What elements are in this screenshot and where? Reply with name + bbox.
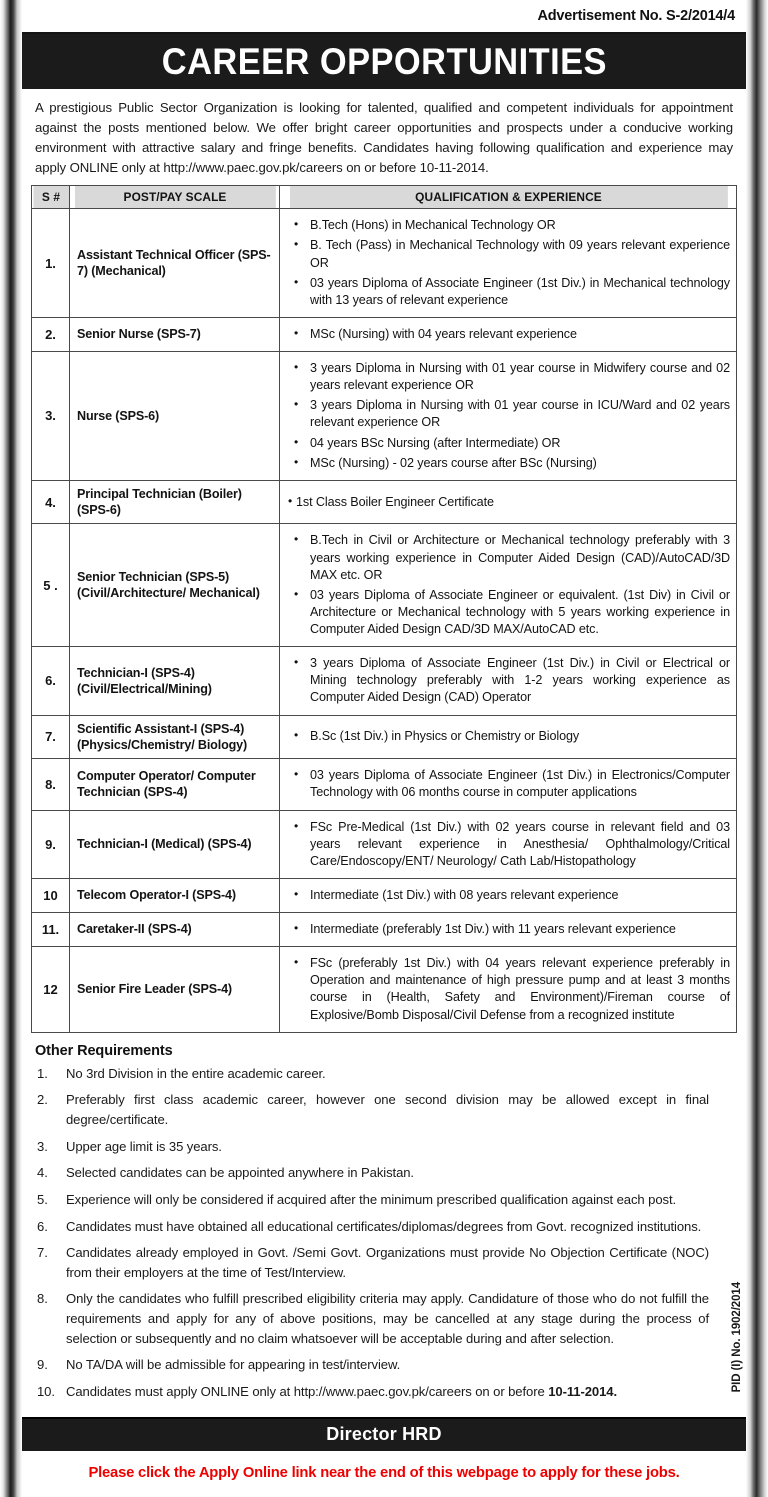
qualification-item: • 03 years Diploma of Associate Engineer or equivalent. (1st Div) in Civil or Architecture or Mechanical technology with 5 years working experience in Computer Aided Design CAD/3D MAX/AutoCAD etc. <box>288 587 730 638</box>
post-serial-number: 1. <box>32 209 70 318</box>
table-row <box>32 524 737 647</box>
qualification-item: • 3 years Diploma of Associate Engineer (1st Div.) in Civil or Electrical or Mining technology preferably with 1-2 years working experience as Computer Aided Design (CAD) Operator <box>288 655 730 706</box>
post-serial-number: 12 <box>32 947 70 1033</box>
qualification-cell <box>280 317 737 351</box>
table-row <box>32 352 737 481</box>
requirement-item: Candidates must have obtained all educational certificates/diplomas/degrees from Govt. recognized institutions. <box>66 1218 702 1234</box>
column-header-qualification: QUALIFICATION & EXPERIENCE <box>289 186 728 209</box>
post-serial-number: 2. <box>32 317 70 351</box>
qualification-item: • 1st Class Boiler Engineer Certificate <box>288 494 730 511</box>
post-serial-number: 7. <box>32 715 70 759</box>
table-row <box>32 759 737 810</box>
requirement-item: Selected candidates can be appointed anywhere in Pakistan. <box>66 1165 414 1181</box>
post-title-cell: Senior Fire Leader (SPS-4) <box>70 947 280 1033</box>
qualification-list <box>288 767 730 801</box>
table-row <box>32 947 737 1033</box>
requirement-item: Upper age limit is 35 years. <box>66 1138 222 1154</box>
qualification-item: • MSc (Nursing) with 04 years relevant experience <box>288 326 730 343</box>
table-row <box>32 913 737 947</box>
requirement-item: No 3rd Division in the entire academic career. <box>66 1065 326 1081</box>
qualification-list <box>288 887 730 904</box>
post-title-cell: Telecom Operator-I (SPS-4) <box>70 878 280 912</box>
post-serial-number: 9. <box>32 810 70 878</box>
qualification-cell <box>280 715 737 759</box>
qualification-item: • 03 years Diploma of Associate Engineer (1st Div.) in Electronics/Computer Technology with 06 months course in computer applications <box>288 767 730 801</box>
requirement-item: Experience will only be considered if acquired after the minimum prescribed qualification against each post. <box>66 1191 677 1207</box>
qualification-list <box>288 494 730 511</box>
post-title-cell: Technician-I (SPS-4) (Civil/Electrical/Mining) <box>70 647 280 715</box>
post-title-cell: Scientific Assistant-I (SPS-4) (Physics/Chemistry/ Biology) <box>70 715 280 759</box>
qualification-item: • MSc (Nursing) - 02 years course after BSc (Nursing) <box>288 455 730 472</box>
qualification-item: • 3 years Diploma in Nursing with 01 year course in Midwifery course and 02 years relevant experience OR <box>288 360 730 394</box>
post-serial-number: 11. <box>32 913 70 947</box>
qualification-item: • FSc Pre-Medical (1st Div.) with 02 years course in relevant field and 03 years relevant experience in Anesthesia/ Ophthalmology/Critical Care/Endoscopy/ENT/ Neurology/ Cath Lab/Histopathology <box>288 819 730 870</box>
table-row <box>32 647 737 715</box>
table-row <box>32 878 737 912</box>
qualification-item: • 3 years Diploma in Nursing with 01 year course in ICU/Ward and 02 years relevant experience OR <box>288 397 730 431</box>
qualification-item: • B.Tech (Hons) in Mechanical Technology OR <box>288 217 730 234</box>
qualification-list <box>288 921 730 938</box>
qualification-item: • B.Sc (1st Div.) in Physics or Chemistry or Biology <box>288 728 730 745</box>
requirement-item: Candidates already employed in Govt. /Semi Govt. Organizations must provide No Objection Certificate (NOC) from their employers at the time of Test/Interview. <box>66 1245 709 1280</box>
scan-edge-right <box>746 0 768 1497</box>
title-banner <box>21 34 747 89</box>
director-banner <box>21 1417 747 1451</box>
qualification-cell <box>280 209 737 318</box>
qualification-cell <box>280 913 737 947</box>
advertisement-number-bar <box>21 0 747 34</box>
qualification-cell <box>280 352 737 481</box>
requirement-item: Only the candidates who fulfill prescribed eligibility criteria may apply. Candidature of those who do not fulfill the requirements and apply for any of above positions, may be cancelled at any stage during the process of selection or subsequently and no claim whatsoever will be acceptable during and after selection. <box>66 1291 709 1346</box>
post-serial-number: 6. <box>32 647 70 715</box>
qualification-list <box>288 326 730 343</box>
qualification-item: • Intermediate (1st Div.) with 08 years relevant experience <box>288 887 730 904</box>
post-serial-number: 8. <box>32 759 70 810</box>
deadline-date: 10-11-2014. <box>548 1384 617 1400</box>
qualification-item: • 03 years Diploma of Associate Engineer (1st Div.) in Mechanical technology with 13 years of relevant experience <box>288 275 730 309</box>
other-requirements-section <box>21 1033 747 1413</box>
post-serial-number: 3. <box>32 352 70 481</box>
requirement-item: Candidates must apply ONLINE only at http://www.paec.gov.pk/careers on or before 10-11-2014. <box>66 1384 617 1400</box>
table-row <box>32 209 737 318</box>
qualification-cell <box>280 878 737 912</box>
post-serial-number: 10 <box>32 878 70 912</box>
post-title-cell: Caretaker-II (SPS-4) <box>70 913 280 947</box>
table-row <box>32 480 737 524</box>
table-row <box>32 317 737 351</box>
qualification-item: • B. Tech (Pass) in Mechanical Technology with 09 years relevant experience OR <box>288 237 730 271</box>
qualification-cell <box>280 524 737 647</box>
table-row <box>32 810 737 878</box>
director-label: Director HRD <box>326 1424 442 1445</box>
post-serial-number: 4. <box>32 480 70 524</box>
other-requirements-list <box>35 1064 735 1402</box>
qualification-cell <box>280 810 737 878</box>
qualification-item: • FSc (preferably 1st Div.) with 04 years relevant experience preferably in Operation and maintenance of high pressure pump and at least 3 months course in (Health, Safety and Environment)/Fireman course of Explosive/Bomb Disposal/Civil Defense from a recognized institute <box>288 955 730 1024</box>
post-title-cell: Technician-I (Medical) (SPS-4) <box>70 810 280 878</box>
scan-edge-left <box>0 0 22 1497</box>
qualification-list <box>288 532 730 638</box>
post-title-cell: Principal Technician (Boiler) (SPS-6) <box>70 480 280 524</box>
table-header-row <box>32 186 737 209</box>
qualification-cell <box>280 947 737 1033</box>
post-title-cell: Senior Technician (SPS-5) (Civil/Architecture/ Mechanical) <box>70 524 280 647</box>
requirement-item: Preferably first class academic career, however one second division may be allowed except in final degree/certificate. <box>66 1092 709 1127</box>
page-title: CAREER OPPORTUNITIES <box>161 41 607 82</box>
qualification-item: • 04 years BSc Nursing (after Intermediate) OR <box>288 435 730 452</box>
qualification-item: • B.Tech in Civil or Architecture or Mechanical technology preferably with 3 years working experience in Computer Aided Design (CAD)/AutoCAD/3D MAX etc. OR <box>288 532 730 583</box>
qualification-cell <box>280 759 737 810</box>
qualification-item: • Intermediate (preferably 1st Div.) with 11 years relevant experience <box>288 921 730 938</box>
qualification-list <box>288 360 730 472</box>
column-header-serial: S # <box>32 186 68 209</box>
post-title-cell: Computer Operator/ Computer Technician (SPS-4) <box>70 759 280 810</box>
posts-table <box>31 185 737 1032</box>
post-title-cell: Senior Nurse (SPS-7) <box>70 317 280 351</box>
pid-stamp: PID (I) No. 1902/2014 <box>731 1282 743 1393</box>
table-row <box>32 715 737 759</box>
post-serial-number: 5 . <box>32 524 70 647</box>
qualification-list <box>288 655 730 706</box>
other-requirements-heading: Other Requirements <box>35 1042 173 1059</box>
qualification-cell <box>280 647 737 715</box>
post-title-cell: Nurse (SPS-6) <box>70 352 280 481</box>
qualification-list <box>288 728 730 745</box>
qualification-cell <box>280 480 737 524</box>
column-header-post: POST/PAY SCALE <box>74 186 276 209</box>
qualification-list <box>288 217 730 309</box>
posts-table-wrapper <box>21 182 747 1032</box>
intro-paragraph: A prestigious Public Sector Organization is looking for talented, qualified and competent individuals for appointment against the posts mentioned below. We offer bright career opportunities and prospects under a conducive working environment with attractive salary and fringe benefits. Candidates having following qualification and experience may apply ONLINE only at http://www.paec.gov.pk/careers on or before 10-11-2014. <box>35 100 733 176</box>
advertisement-number: Advertisement No. S-2/2014/4 <box>537 8 735 24</box>
qualification-list <box>288 819 730 870</box>
qualification-list <box>288 955 730 1024</box>
posts-table-body <box>32 209 737 1032</box>
advertisement-sheet <box>20 0 748 1451</box>
requirement-item: No TA/DA will be admissible for appearing in test/interview. <box>66 1357 401 1373</box>
post-title-cell: Assistant Technical Officer (SPS-7) (Mechanical) <box>70 209 280 318</box>
apply-online-notice: Please click the Apply Online link near the end of this webpage to apply for these jobs. <box>0 1451 768 1497</box>
